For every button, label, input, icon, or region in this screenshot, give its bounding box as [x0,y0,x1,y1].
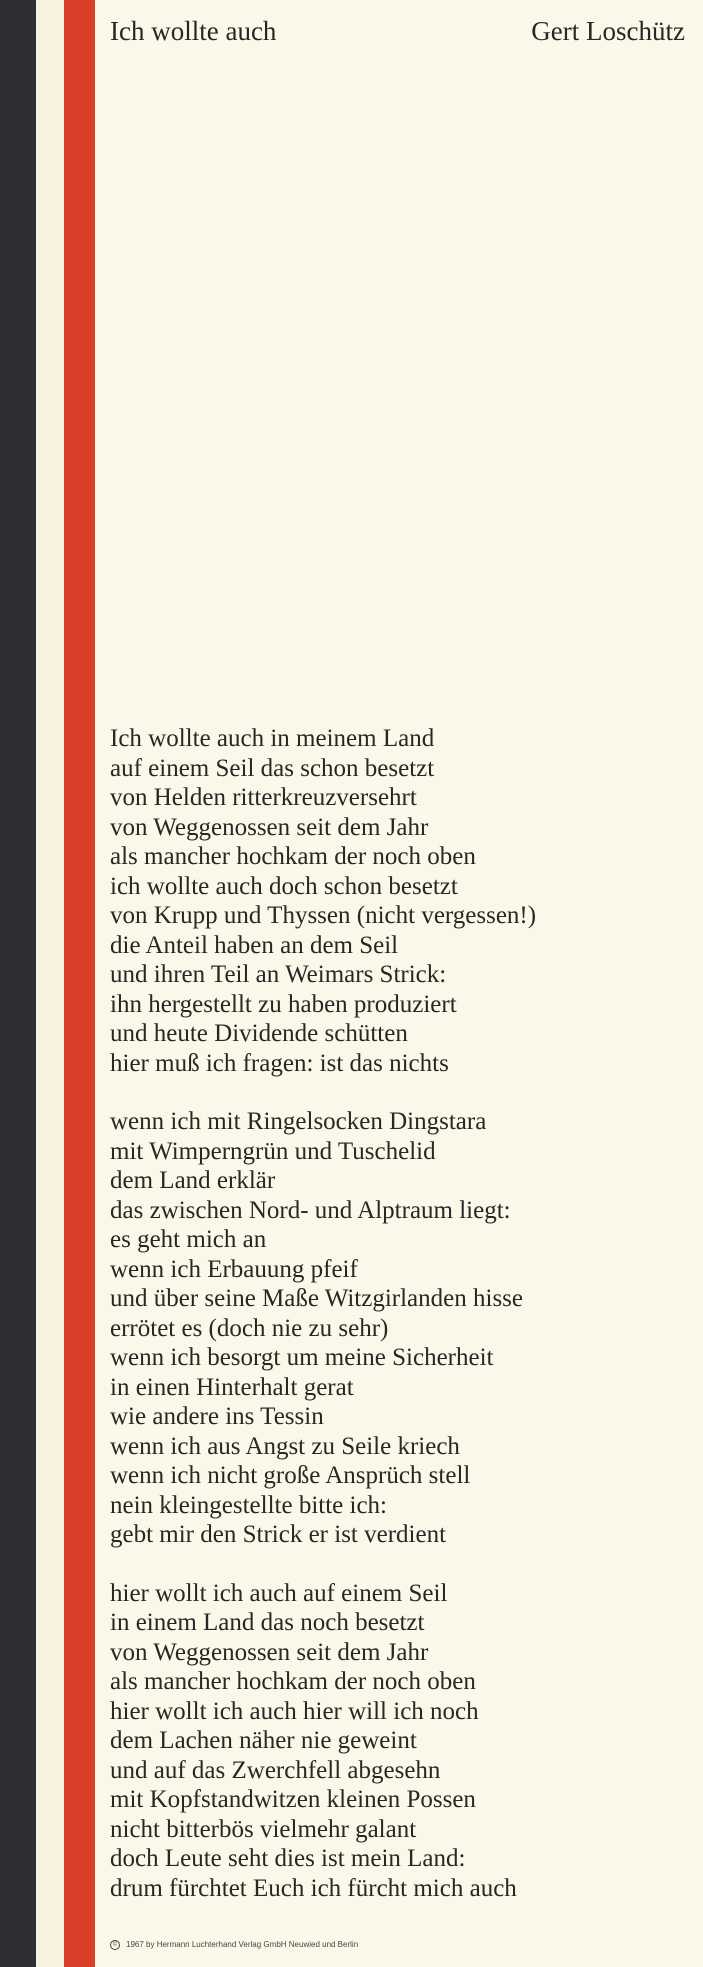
poem-line: wie andere ins Tessin [110,1403,324,1430]
poem-line: hier muß ich fragen: ist das nichts [110,1049,449,1077]
poem-line: von Weggenossen seit dem Jahr [110,1638,429,1666]
poem-line: von Krupp und Thyssen (nicht vergessen!) [110,902,537,929]
copyright-notice [110,1940,358,1950]
poem-line: von Weggenossen seit dem Jahr [110,813,429,841]
poem-line: errötet es (doch nie zu sehr) [110,1314,389,1342]
poem-line: hier wollt ich auch hier will ich noch [110,1697,479,1725]
poem-line: und ihren Teil an Weimars Strick: [110,961,447,988]
poem-line: doch Leute seht dies ist mein Land: [110,1845,466,1872]
copyright-icon: © [110,1940,120,1950]
poem-line: in einem Land das noch besetzt [110,1609,425,1636]
poem-line: auf einem Seil das schon besetzt [110,754,435,782]
poem-body [110,724,695,1903]
poem-line: dem Lachen näher nie geweint [110,1727,417,1754]
poem-line: dem Land erklär [110,1167,276,1194]
stanza [110,1107,695,1550]
poem-line: wenn ich mit Ringelsocken Dingstara [110,1108,487,1135]
poem-line: und über seine Maße Witzgirlanden hisse [110,1285,524,1312]
poem-line: wenn ich besorgt um meine Sicherheit [110,1344,494,1371]
copyright-text: 1967 by Hermann Luchterhand Verlag GmbH Neuwied und Berlin [126,1940,359,1950]
poem-line: es geht mich an [110,1226,267,1253]
poem-line: in einen Hinterhalt gerat [110,1373,354,1401]
poem-author: Gert Loschütz [531,16,685,46]
white-stripe [36,0,64,1967]
poem-line: nein kleingestellte bitte ich: [110,1491,388,1519]
poem-line: als mancher hochkam der noch oben [110,1668,476,1695]
poem-line: von Helden ritterkreuzversehrt [110,784,417,811]
black-stripe [0,0,36,1967]
poem-line: mit Kopfstandwitzen kleinen Possen [110,1786,476,1813]
poem-line: und heute Dividende schütten [110,1020,408,1047]
poem-line: wenn ich aus Angst zu Seile kriech [110,1432,460,1460]
stanza [110,724,695,1078]
poem-line: wenn ich Erbauung pfeif [110,1255,358,1283]
poem-line: hier wollt ich auch auf einem Seil [110,1579,448,1607]
red-stripe [64,0,95,1967]
poem-title: Ich wollte auch [110,16,277,46]
poem-line: ich wollte auch doch schon besetzt [110,872,458,900]
poem-line: als mancher hochkam der noch oben [110,843,476,870]
poem-line: Ich wollte auch in meinem Land [110,725,435,752]
poem-line: die Anteil haben an dem Seil [110,931,399,959]
poem-line: drum fürchtet Euch ich fürcht mich auch [110,1874,517,1902]
poem-line: gebt mir den Strick er ist verdient [110,1521,447,1548]
poem-line: das zwischen Nord- und Alptraum liegt: [110,1196,511,1224]
poem-line: wenn ich nicht große Ansprüch stell [110,1462,471,1489]
poem-line: nicht bitterbös vielmehr galant [110,1815,417,1843]
poem-line: mit Wimperngrün und Tuschelid [110,1137,436,1165]
stanza [110,1579,695,1904]
poem-line: ihn hergestellt zu haben produziert [110,990,457,1018]
poem-line: und auf das Zwerchfell abgesehn [110,1756,441,1784]
